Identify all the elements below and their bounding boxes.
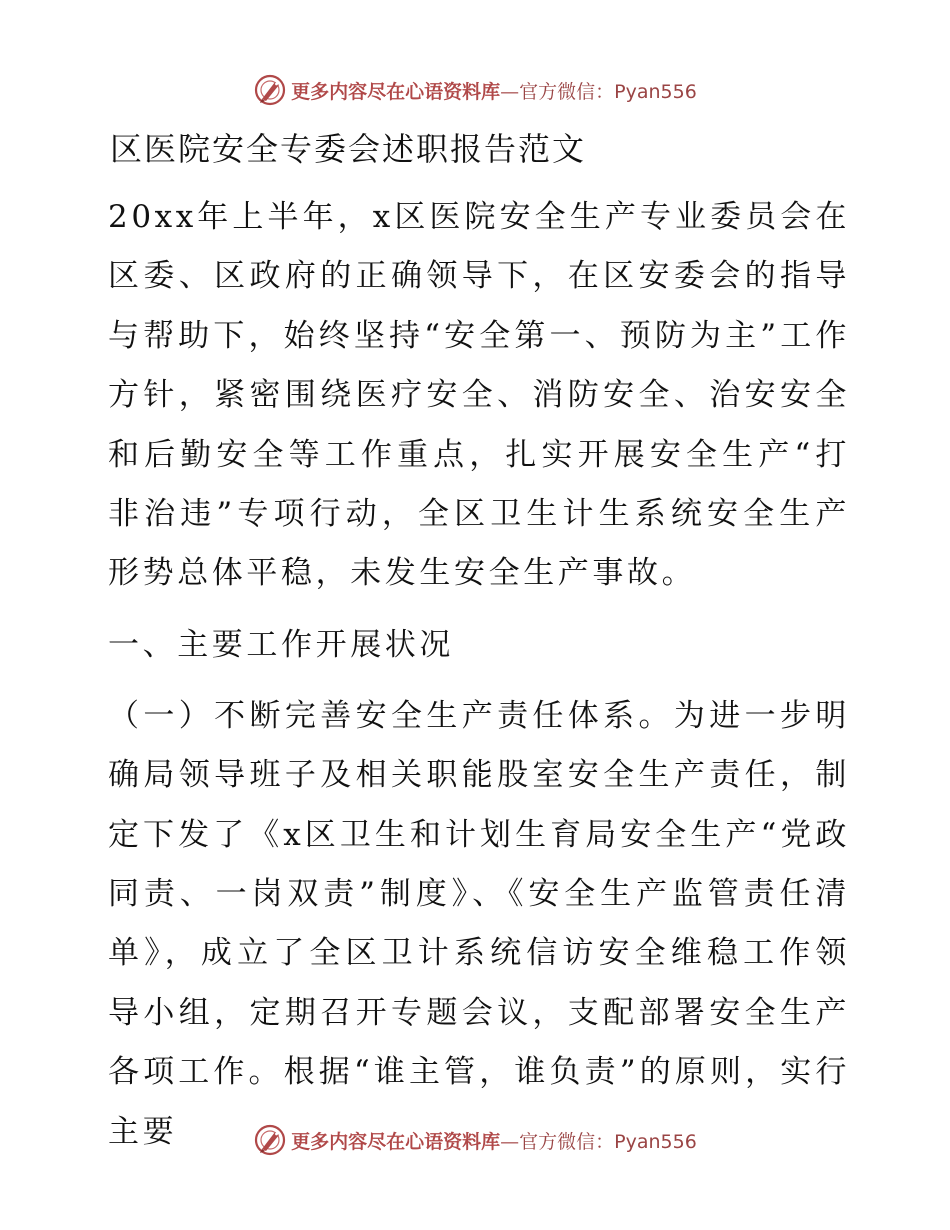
paragraph-section-1: （一）不断完善安全生产责任体系。为进一步明确局领导班子及相关职能股室安全生产责任，制定下发了《x区卫生和计划生育局安全生产“党政同责、一岗双责”制度》、《安全生产监管责任清单》，成立了全区卫计系统信访安全维稳工作领导小组，定期召开专题会议，支配部署安全生产各项工作。根据“谁主管，谁负责”的原则，实行主要 <box>108 697 850 1150</box>
watermark-separator: — <box>500 80 520 103</box>
watermark-main-text: 更多内容尽在心语资料库 <box>291 1130 501 1153</box>
paragraph-intro: 20xx年上半年，x区医院安全生产专业委员会在区委、区政府的正确领导下，在区安委会的指导与帮助下，始终坚持“安全第一、预防为主”工作方针，紧密围绕医疗安全、消防安全、治安安全和后勤安全等工作重点，扎实开展安全生产“打非治违”专项行动，全区卫生计生系统安全生产形势总体平稳，未发生安全生产事故。 <box>108 199 850 592</box>
pen-nib-circle-icon <box>253 1123 287 1157</box>
document-body <box>98 120 850 1174</box>
pen-nib-circle-icon <box>253 73 287 107</box>
watermark-wechat-text: 官方微信：Pyan556 <box>519 1130 697 1153</box>
watermark-separator: — <box>500 1130 520 1153</box>
watermark-main-text: 更多内容尽在心语资料库 <box>291 80 501 103</box>
header-watermark <box>0 70 950 110</box>
document-title: 区医院安全专委会述职报告范文 <box>110 130 587 168</box>
footer-watermark <box>0 1120 950 1160</box>
section-heading: 一、主要工作开展状况 <box>108 626 454 663</box>
watermark-wechat-text: 官方微信：Pyan556 <box>519 80 697 103</box>
